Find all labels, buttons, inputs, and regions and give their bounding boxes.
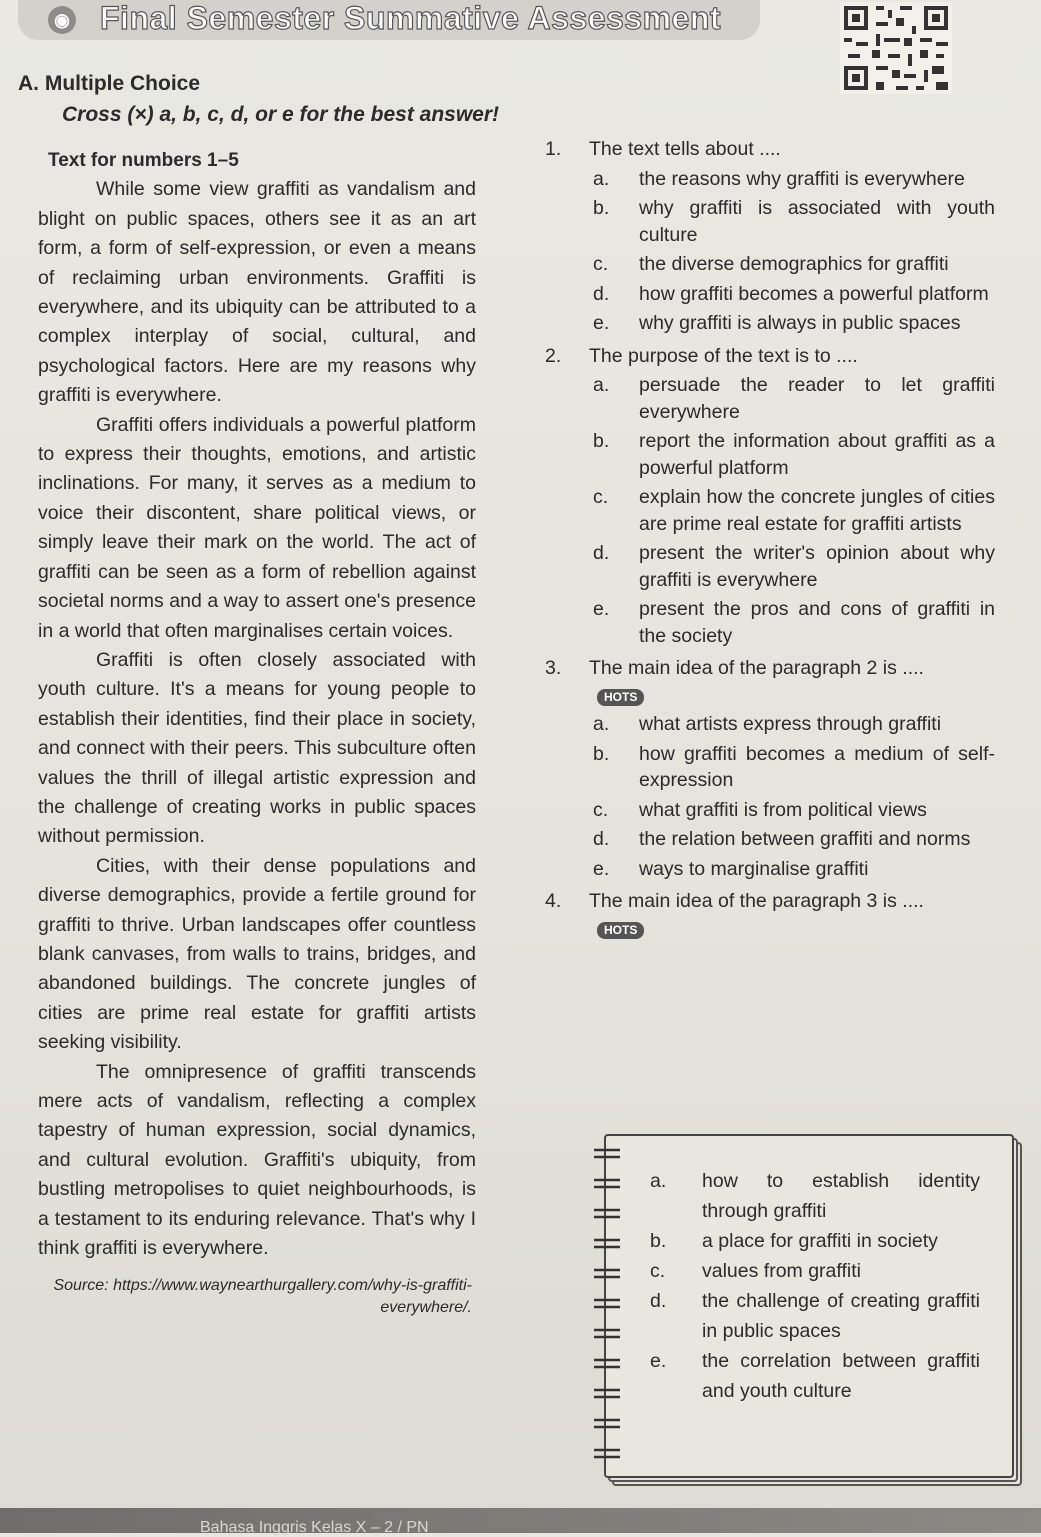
option-a[interactable] — [593, 166, 995, 193]
option-label: c. — [593, 253, 609, 275]
option-e[interactable] — [593, 596, 995, 649]
option-label: d. — [593, 282, 610, 305]
option-text: persuade the reader to let graffiti everywhere — [639, 374, 995, 423]
option-text: what artists express through graffiti — [639, 713, 942, 735]
option-label: b. — [593, 430, 610, 452]
option-text: why graffiti is always in public spaces — [639, 312, 961, 334]
instruction: Cross (×) a, b, c, d, or e for the best answer! — [62, 103, 500, 126]
option-label: e. — [650, 1350, 667, 1372]
option-label: a. — [650, 1170, 667, 1192]
header-bar — [18, 0, 760, 40]
option-text: how graffiti becomes a powerful platform — [639, 282, 989, 305]
option-label: b. — [593, 742, 610, 765]
option-label: b. — [593, 197, 610, 219]
option-e[interactable] — [650, 1346, 980, 1406]
option-label: a. — [593, 374, 610, 396]
option-text: the correlation between graffiti and youth culture — [702, 1350, 980, 1402]
option-label: d. — [593, 542, 610, 564]
qr-code-icon — [840, 2, 952, 94]
question-number: 4. — [545, 890, 562, 912]
option-c[interactable] — [593, 251, 995, 278]
option-text: report the information about graffiti as a powerful platform — [639, 430, 995, 479]
option-a[interactable] — [593, 711, 995, 738]
option-text: present the pros and cons of graffiti in the society — [639, 598, 995, 647]
option-label: b. — [650, 1230, 667, 1252]
text-header: Text for numbers 1–5 — [48, 150, 239, 171]
option-label: e. — [593, 857, 610, 880]
option-label: a. — [593, 167, 610, 190]
paragraph-2: Graffiti offers individuals a powerful platform to express their thoughts, emotions, and artistic inclinations. For many, it serves as a medium to voice their discontent, share political views, or simply leave their mark on the world. The act of graffiti can be seen as a form of rebellion against societal norms and a way to assert one's presence in a world that often marginalises certain voices. — [38, 413, 476, 642]
option-e[interactable] — [593, 310, 995, 337]
option-a[interactable] — [650, 1166, 980, 1226]
book-icon: ◉ — [48, 6, 76, 34]
questions-column — [545, 136, 995, 947]
question-4 — [545, 888, 995, 941]
option-c[interactable] — [593, 484, 995, 537]
option-text: why graffiti is associated with youth culture — [639, 197, 995, 246]
question-prompt: The main idea of the paragraph 2 is .... — [589, 657, 924, 679]
option-text: the diverse demographics for graffiti — [639, 253, 949, 275]
option-d[interactable] — [593, 826, 995, 853]
question-number: 2. — [545, 344, 562, 367]
option-label: d. — [650, 1290, 667, 1312]
option-e[interactable] — [593, 856, 995, 883]
footer-text: Bahasa Inggris Kelas X – 2 / PN — [200, 1519, 429, 1536]
paragraph-5: The omnipresence of graffiti transcends mere acts of vandalism, reflecting a complex tapestry of human expression, social dynamics, and cultural evolution. Graffiti's ubiquity, from bustling metropolises to quiet neighbourhoods, is a testament to its enduring relevance. That's why I think graffiti is everywhere. — [38, 1060, 476, 1260]
option-text: the reasons why graffiti is everywhere — [639, 167, 965, 190]
question-number: 3. — [545, 657, 562, 679]
question-4-options — [650, 1166, 980, 1406]
source-citation: Source: https://www.waynearthurgallery.com/why-is-graffiti-everywhere/. — [53, 1277, 472, 1317]
option-a[interactable] — [593, 372, 995, 425]
option-text: present the writer's opinion about why graffiti is everywhere — [639, 542, 995, 591]
option-text: a place for graffiti in society — [702, 1230, 938, 1252]
page-title: Final Semester Summative Assessment — [100, 0, 722, 36]
question-2 — [545, 343, 995, 650]
option-label: e. — [593, 312, 610, 334]
option-text: the challenge of creating graffiti in public spaces — [702, 1290, 980, 1342]
option-b[interactable] — [650, 1226, 980, 1256]
option-label: d. — [593, 828, 610, 850]
option-label: a. — [593, 713, 610, 735]
reading-text — [38, 146, 476, 1319]
option-text: values from graffiti — [702, 1260, 861, 1282]
question-3 — [545, 655, 995, 882]
question-prompt: The main idea of the paragraph 3 is .... — [589, 890, 924, 912]
option-d[interactable] — [593, 281, 995, 308]
option-b[interactable] — [593, 428, 995, 481]
option-label: c. — [650, 1260, 666, 1282]
option-text: what graffiti is from political views — [639, 798, 927, 821]
hots-badge: HOTS — [597, 689, 644, 706]
section-title: A. Multiple Choice — [18, 72, 201, 95]
paragraph-1: While some view graffiti as vandalism and blight on public spaces, others see it as an art form, a form of self-expression, or even a means of reclaiming urban environments. Graffiti is everywhere, and its ubiquity can be attributed to a complex interplay of social, cultural, and psychological factors. Here are my reasons why graffiti is everywhere. — [38, 178, 476, 407]
option-d[interactable] — [650, 1286, 980, 1346]
option-text: the relation between graffiti and norms — [639, 828, 971, 850]
option-text: explain how the concrete jungles of cities are prime real estate for graffiti artists — [639, 486, 995, 535]
option-c[interactable] — [650, 1256, 980, 1286]
paragraph-3: Graffiti is often closely associated with youth culture. It's a means for young people to establish their identities, find their place in society, and connect with their peers. This subculture often values the thrill of illegal artistic expression and the challenge of creating works in public spaces without permission. — [38, 648, 476, 848]
option-label: e. — [593, 598, 610, 620]
question-1 — [545, 136, 995, 337]
option-text: ways to marginalise graffiti — [639, 857, 869, 880]
question-prompt: The purpose of the text is to .... — [589, 344, 858, 367]
option-d[interactable] — [593, 540, 995, 593]
option-text: how to establish identity through graffiti — [702, 1170, 980, 1222]
question-prompt: The text tells about .... — [589, 138, 781, 160]
option-label: c. — [593, 486, 609, 508]
spiral-binding-icon — [590, 1144, 624, 1474]
paragraph-4: Cities, with their dense populations and diverse demographics, provide a fertile ground for graffiti to thrive. Urban landscapes offer countless blank canvases, from walls to trains, bridges, and abandoned buildings. The concrete jungles of cities are prime real estate for graffiti artists seeking visibility. — [38, 854, 476, 1054]
option-b[interactable] — [593, 195, 995, 248]
option-b[interactable] — [593, 741, 995, 794]
footer-bar — [0, 1508, 1041, 1533]
question-number: 1. — [545, 138, 562, 160]
option-c[interactable] — [593, 797, 995, 824]
option-label: c. — [593, 798, 609, 821]
option-text: how graffiti becomes a medium of self-expression — [639, 742, 995, 791]
hots-badge: HOTS — [597, 922, 644, 939]
